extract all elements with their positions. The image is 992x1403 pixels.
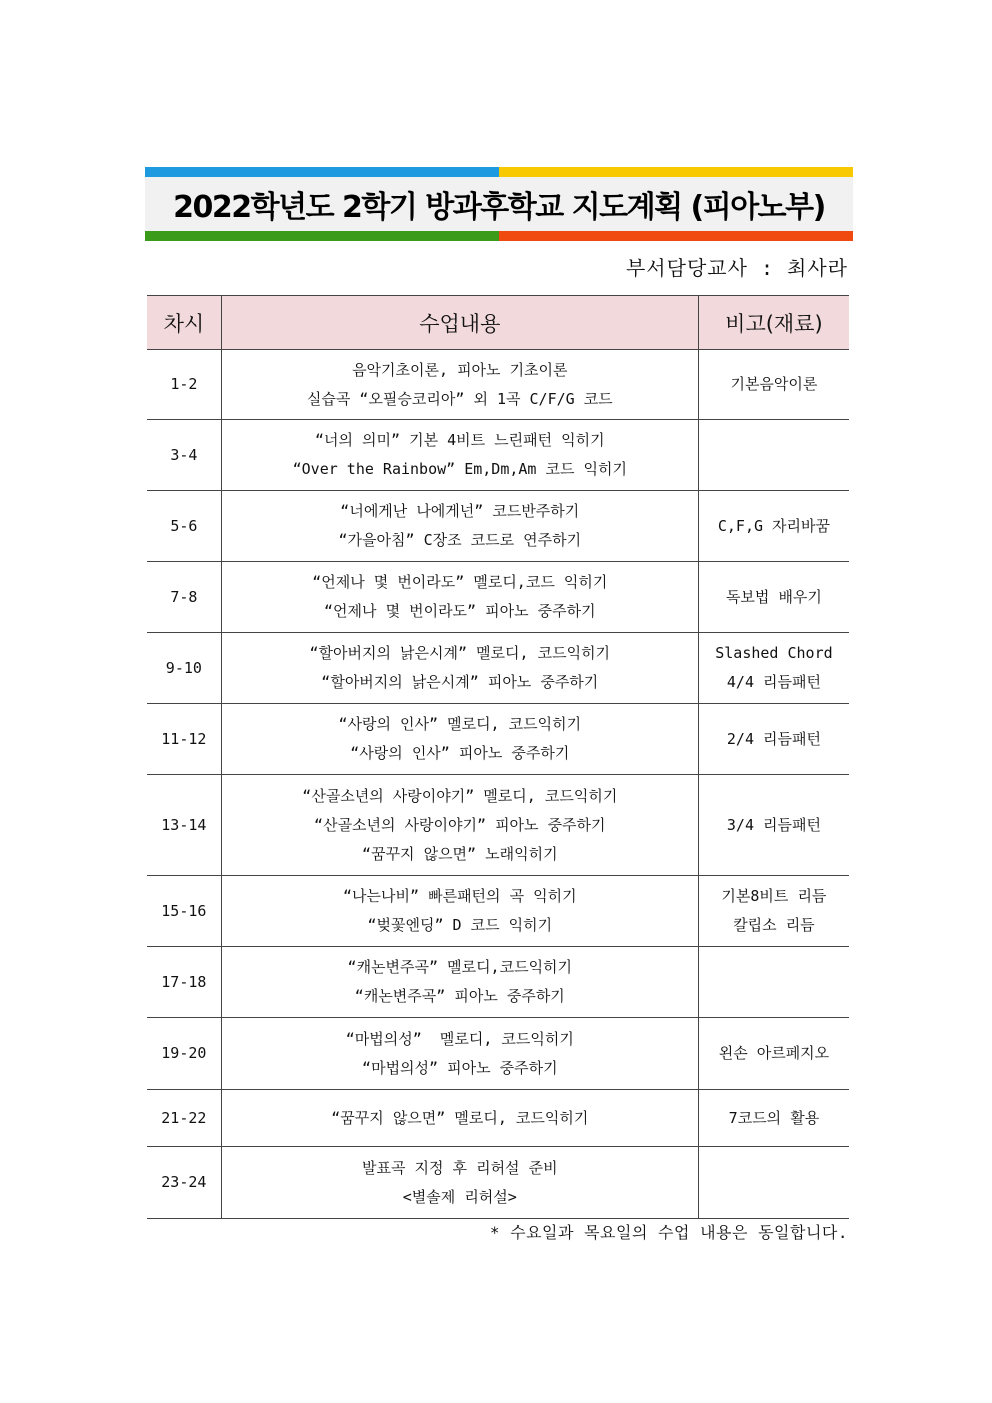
content-line: “Over the Rainbow” Em,Dm,Am 코드 익히기 — [292, 460, 627, 478]
note-cell — [698, 1018, 849, 1090]
table-header-row — [147, 296, 849, 350]
content-line: <별솔제 리허설> — [402, 1187, 517, 1206]
note-line: 3/4 리듬패턴 — [726, 815, 821, 834]
content-cell — [221, 704, 698, 775]
content-cell — [221, 633, 698, 704]
content-line: 실습곡 “오필승코리아” 외 1곡 C/F/G 코드 — [306, 389, 613, 408]
footnote: * 수요일과 목요일의 수업 내용은 동일합니다. — [489, 1223, 848, 1242]
table-row — [147, 1090, 849, 1147]
note-cell — [698, 876, 849, 947]
note-cell — [698, 1090, 849, 1147]
note-line: 왼손 아르페지오 — [718, 1044, 830, 1062]
session-cell: 17-18 — [147, 947, 221, 1018]
title-banner — [145, 167, 853, 241]
content-line: “캐논변주곡” 멜로디,코드익히기 — [347, 958, 573, 976]
header-session: 차시 — [147, 296, 221, 350]
content-cell — [221, 947, 698, 1018]
title-bar-orange — [499, 231, 853, 241]
content-line: “캐논변주곡” 피아노 중주하기 — [354, 987, 565, 1005]
content-cell — [221, 876, 698, 947]
table-row — [147, 704, 849, 775]
session-cell: 3-4 — [147, 420, 221, 491]
teacher-info: 부서담당교사 : 최사라 — [625, 256, 848, 280]
content-line: “가을아침” C장조 코드로 연주하기 — [338, 531, 582, 549]
header-content: 수업내용 — [221, 296, 698, 350]
content-line: “마법의성” 피아노 중주하기 — [362, 1058, 558, 1077]
content-cell — [221, 1018, 698, 1090]
note-line: 칼립소 리듬 — [733, 916, 815, 934]
title-bar-yellow — [499, 167, 853, 177]
content-line: “꿈꾸지 않으면” 노래익히기 — [362, 844, 558, 863]
content-line: “사랑의 인사” 피아노 중주하기 — [350, 744, 570, 762]
table-row — [147, 876, 849, 947]
table-row — [147, 775, 849, 876]
content-cell — [221, 350, 698, 420]
content-line: “마법의성” 멜로디, 코드익히기 — [345, 1029, 574, 1048]
session-cell: 5-6 — [147, 491, 221, 562]
content-cell — [221, 775, 698, 876]
session-cell: 7-8 — [147, 562, 221, 633]
note-line: 7코드의 활용 — [728, 1108, 820, 1127]
table-row — [147, 633, 849, 704]
content-cell — [221, 491, 698, 562]
note-cell — [698, 704, 849, 775]
note-cell — [698, 1147, 849, 1219]
content-line: “나는나비” 빠른패턴의 곡 익히기 — [343, 887, 577, 905]
note-cell — [698, 562, 849, 633]
note-line: C,F,G 자리바꿈 — [717, 516, 831, 535]
content-line: “벚꽃엔딩” D 코드 익히기 — [367, 916, 553, 934]
session-cell: 9-10 — [147, 633, 221, 704]
note-cell — [698, 420, 849, 491]
title-bar-blue — [145, 167, 499, 177]
document-title: 2022학년도 2학기 방과후학교 지도계획 (피아노부) — [173, 190, 825, 225]
session-cell: 15-16 — [147, 876, 221, 947]
content-line: “너의 의미” 기본 4비트 느린패턴 익히기 — [315, 431, 605, 449]
note-cell — [698, 633, 849, 704]
content-line: “언제나 몇 번이라도” 멜로디,코드 익히기 — [312, 573, 608, 591]
session-cell: 23-24 — [147, 1147, 221, 1219]
content-line: “산골소년의 사랑이야기” 피아노 중주하기 — [314, 815, 606, 834]
table-row — [147, 1018, 849, 1090]
note-line: Slashed Chord — [715, 644, 833, 662]
table-row — [147, 1147, 849, 1219]
note-cell — [698, 491, 849, 562]
content-line: “산골소년의 사랑이야기” 멜로디, 코드익히기 — [302, 786, 618, 805]
content-cell — [221, 1147, 698, 1219]
title-bar-green — [145, 231, 499, 241]
title-background — [145, 177, 853, 231]
content-line: “꿈꾸지 않으면” 멜로디, 코드익히기 — [331, 1108, 589, 1127]
content-cell — [221, 1090, 698, 1147]
content-cell — [221, 562, 698, 633]
session-cell: 19-20 — [147, 1018, 221, 1090]
table-row — [147, 420, 849, 491]
table-row — [147, 491, 849, 562]
session-cell: 21-22 — [147, 1090, 221, 1147]
content-line: “언제나 몇 번이라도” 피아노 중주하기 — [324, 602, 596, 620]
content-line: “너에게난 나에게넌” 코드반주하기 — [340, 502, 580, 520]
note-cell — [698, 947, 849, 1018]
table-body — [147, 350, 849, 1219]
note-cell — [698, 775, 849, 876]
lesson-plan-table — [147, 295, 849, 1219]
header-note: 비고(재료) — [698, 296, 849, 350]
table-row — [147, 562, 849, 633]
content-line: “할아버지의 낡은시계” 피아노 중주하기 — [321, 673, 599, 691]
content-line: “할아버지의 낡은시계” 멜로디, 코드익히기 — [309, 644, 611, 662]
note-line: 독보법 배우기 — [725, 587, 822, 606]
content-line: 발표곡 지정 후 리허설 준비 — [362, 1158, 558, 1177]
note-line: 4/4 리듬패턴 — [726, 673, 821, 691]
session-cell: 1-2 — [147, 350, 221, 420]
table-row — [147, 350, 849, 420]
content-cell — [221, 420, 698, 491]
note-cell — [698, 350, 849, 420]
note-line: 기본8비트 리듬 — [721, 887, 827, 905]
session-cell: 13-14 — [147, 775, 221, 876]
note-line: 기본음악이론 — [730, 375, 818, 393]
content-line: “사랑의 인사” 멜로디, 코드익히기 — [338, 715, 582, 733]
note-line: 2/4 리듬패턴 — [726, 729, 821, 748]
session-cell: 11-12 — [147, 704, 221, 775]
table-row — [147, 947, 849, 1018]
content-line: 음악기초이론, 피아노 기초이론 — [352, 360, 568, 379]
